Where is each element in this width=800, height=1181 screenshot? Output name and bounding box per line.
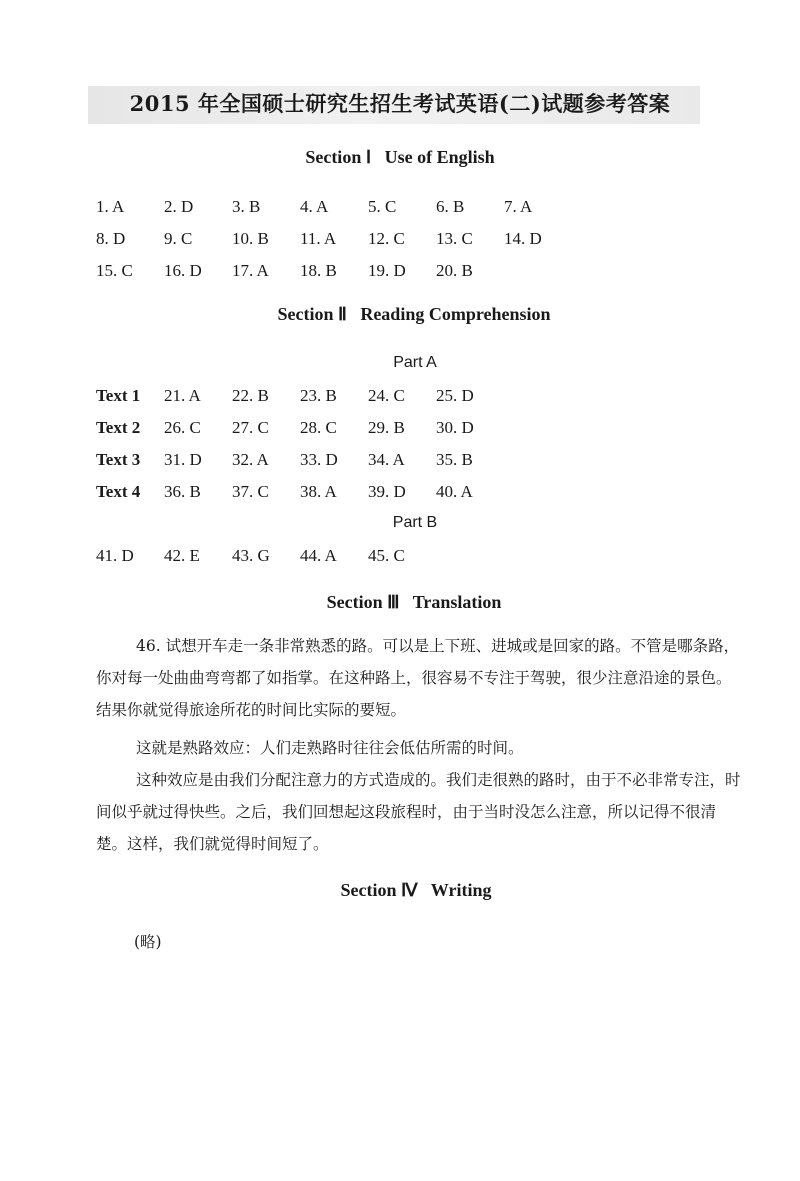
- answer-item: 30. D: [436, 418, 474, 437]
- document-title: 2015 年全国硕士研究生招生考试英语(二)试题参考答案: [129, 91, 671, 116]
- answer-item: 42. E: [164, 546, 200, 565]
- answer-item: 9. C: [164, 229, 193, 248]
- answer-item: 43. G: [232, 546, 270, 565]
- answer-item: 7. A: [504, 197, 533, 216]
- text-label: Text 2: [96, 418, 141, 437]
- answer-item: 31. D: [164, 450, 202, 469]
- answer-item: 26. C: [164, 418, 201, 437]
- answer-item: 11. A: [300, 229, 337, 248]
- answer-item: 19. D: [368, 261, 406, 280]
- section-2-heading: Section Ⅱ Reading Comprehension: [277, 304, 551, 324]
- answer-item: 23. B: [300, 386, 337, 405]
- answer-item: 41. D: [96, 546, 134, 565]
- answer-item: 38. A: [300, 482, 337, 501]
- answer-item: 45. C: [368, 546, 405, 565]
- answer-item: 34. A: [368, 450, 405, 469]
- answer-item: 44. A: [300, 546, 337, 565]
- answer-item: 14. D: [504, 229, 542, 248]
- text-label: Text 4: [96, 482, 141, 501]
- translation-paragraph: 这种效应是由我们分配注意力的方式造成的。我们走很熟的路时，由于不必非常专注，时间似乎就过得快些。之后，我们回想起这段旅程时，由于当时没怎么注意，所以记得不很清楚。这样，我们就觉得时间短了。: [96, 771, 741, 853]
- answer-item: 39. D: [368, 482, 406, 501]
- text-label: Text 3: [96, 450, 141, 469]
- answer-item: 32. A: [232, 450, 269, 469]
- answer-item: 20. B: [436, 261, 473, 280]
- answer-item: 18. B: [300, 261, 337, 280]
- answer-item: 6. B: [436, 197, 465, 216]
- answer-item: 17. A: [232, 261, 269, 280]
- answer-item: 15. C: [96, 261, 133, 280]
- answer-item: 12. C: [368, 229, 405, 248]
- answer-item: 28. C: [300, 418, 337, 437]
- answer-item: 40. A: [436, 482, 473, 501]
- answer-item: 35. B: [436, 450, 473, 469]
- answer-item: 25. D: [436, 386, 474, 405]
- answer-item: 33. D: [300, 450, 338, 469]
- text-label: Text 1: [96, 386, 141, 405]
- section-1-heading: Section Ⅰ Use of English: [305, 147, 495, 167]
- answer-item: 2. D: [164, 197, 194, 216]
- part-b-heading: Part B: [392, 514, 438, 531]
- answer-item: 13. C: [436, 229, 473, 248]
- answer-item: 4. A: [300, 197, 329, 216]
- answer-item: 29. B: [368, 418, 405, 437]
- answer-item: 22. B: [232, 386, 269, 405]
- answer-item: 36. B: [164, 482, 201, 501]
- writing-omitted-note: (略): [134, 933, 162, 951]
- answer-item: 1. A: [96, 197, 125, 216]
- answer-item: 16. D: [164, 261, 202, 280]
- section-4-heading: Section Ⅳ Writing: [340, 880, 492, 900]
- answer-item: 3. B: [232, 197, 261, 216]
- answer-item: 10. B: [232, 229, 269, 248]
- answer-item: 27. C: [232, 418, 269, 437]
- translation-paragraph: 这就是熟路效应：人们走熟路时往往会低估所需的时间。: [136, 739, 524, 757]
- answer-item: 37. C: [232, 482, 269, 501]
- section-3-heading: Section Ⅲ Translation: [326, 592, 502, 612]
- answer-item: 5. C: [368, 197, 397, 216]
- translation-paragraph: 46. 试想开车走一条非常熟悉的路。可以是上下班、进城或是回家的路。不管是哪条路，你对每一处曲曲弯弯都了如指掌。在这种路上，很容易不专注于驾驶，很少注意沿途的景色。结果你就觉得旅途所花的时间比实际的要短。: [96, 637, 740, 719]
- answer-item: 24. C: [368, 386, 405, 405]
- part-a-heading: Part A: [393, 354, 437, 371]
- answer-item: 21. A: [164, 386, 201, 405]
- answer-item: 8. D: [96, 229, 126, 248]
